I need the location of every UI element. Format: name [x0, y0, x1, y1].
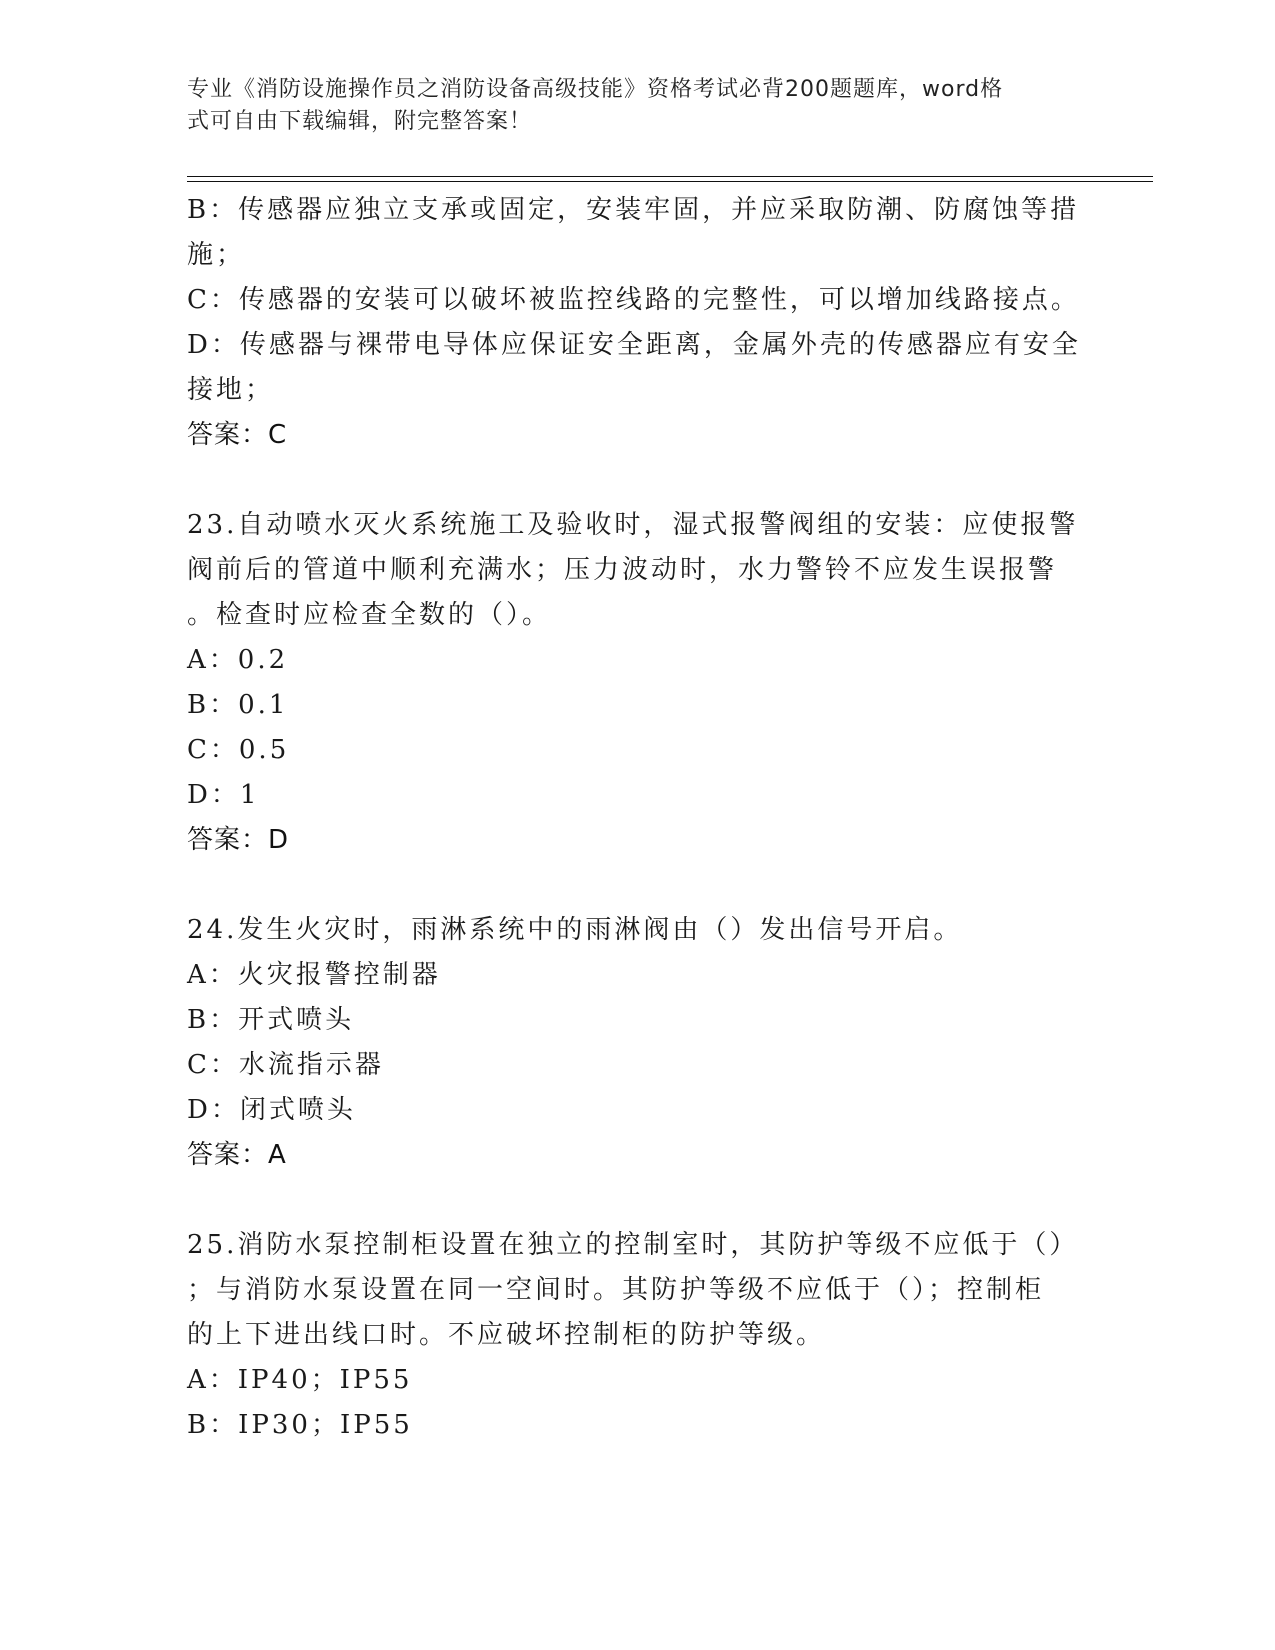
option-b: B：0.1: [187, 690, 289, 720]
option-d: D：闭式喷头: [187, 1095, 356, 1125]
answer: 答案：A: [187, 1140, 287, 1170]
question-25: [187, 1223, 1079, 1448]
option-c: C：0.5: [187, 735, 290, 765]
document-header: [187, 74, 1087, 138]
question-stem-continued: 的上下进出线口时。不应破坏控制柜的防护等级。: [187, 1320, 826, 1350]
question-stem: 23.自动喷水灭火系统施工及验收时，湿式报警阀组的安装：应使报警: [187, 510, 1079, 540]
option-d: D：传感器与裸带电导体应保证安全距离，金属外壳的传感器应有安全: [187, 330, 1081, 360]
question-stem-continued: 阀前后的管道中顺利充满水；压力波动时，水力警铃不应发生误报警: [187, 555, 1058, 585]
question-stem: 25.消防水泵控制柜设置在独立的控制室时，其防护等级不应低于（）: [187, 1230, 1079, 1260]
option-b: B：开式喷头: [187, 1005, 355, 1035]
spacer: [187, 458, 1067, 503]
spacer: [187, 1178, 1067, 1223]
option-d-continued: 接地；: [187, 375, 275, 405]
answer: 答案：C: [187, 420, 288, 450]
header-divider-bottom: [187, 181, 1153, 182]
answer: 答案：D: [187, 825, 290, 855]
question-stem: 24.发生火灾时，雨淋系统中的雨淋阀由（）发出信号开启。: [187, 915, 963, 945]
option-b: B：IP30；IP55: [187, 1410, 413, 1440]
option-d: D：1: [187, 780, 260, 810]
option-c: C：传感器的安装可以破坏被监控线路的完整性，可以增加线路接点。: [187, 285, 1080, 315]
question-list: [187, 188, 1081, 1448]
spacer: [187, 863, 1067, 908]
option-b: B：传感器应独立支承或固定，安装牢固，并应采取防潮、防腐蚀等措: [187, 195, 1080, 225]
question-stem-continued: 。检查时应检查全数的（）。: [187, 600, 552, 630]
question-23: [187, 503, 1079, 863]
question-22: [187, 188, 1081, 458]
header-line-2: 式可自由下载编辑，附完整答案！: [187, 109, 533, 134]
header-divider-top: [187, 176, 1153, 177]
option-b-continued: 施；: [187, 240, 246, 270]
question-stem-continued: ；与消防水泵设置在同一空间时。其防护等级不应低于（）；控制柜: [187, 1275, 1045, 1305]
option-c: C：水流指示器: [187, 1050, 384, 1080]
question-24: [187, 908, 1067, 1178]
option-a: A：火灾报警控制器: [187, 960, 441, 990]
option-a: A：IP40；IP55: [187, 1365, 413, 1395]
option-a: A：0.2: [187, 645, 289, 675]
header-line-1: 专业《消防设施操作员之消防设备高级技能》资格考试必背200题题库，word格: [187, 77, 1004, 102]
